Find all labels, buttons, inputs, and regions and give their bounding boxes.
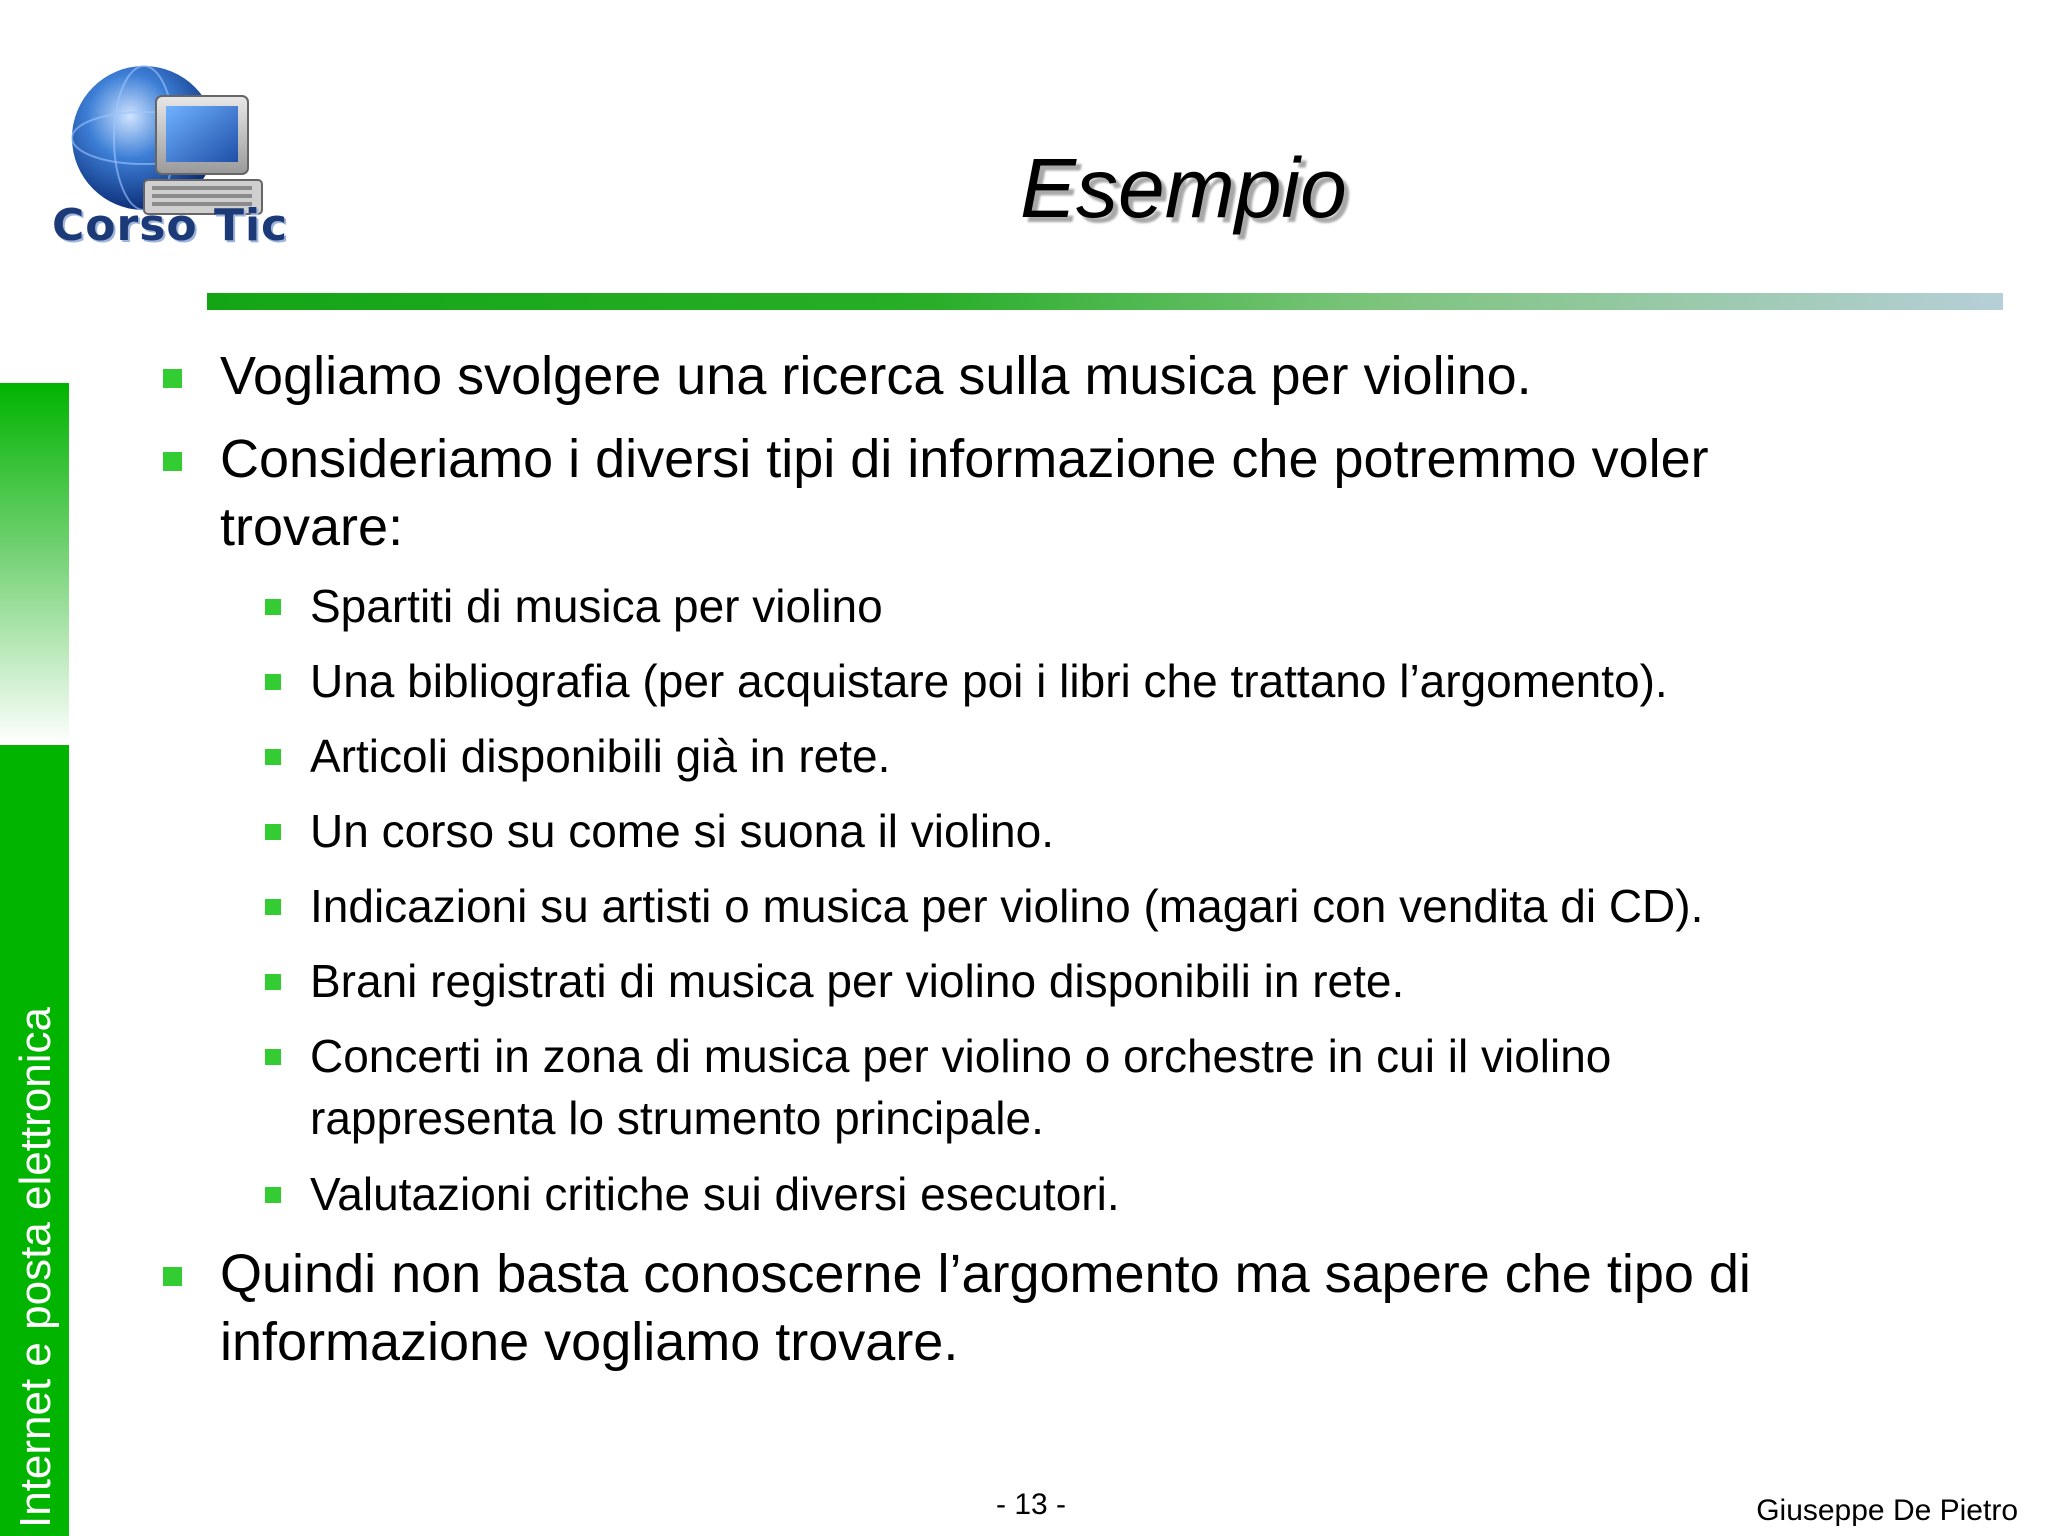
bullet-square-icon <box>265 1187 281 1203</box>
sub-bullet-item: Un corso su come si suona il violino. <box>310 800 1930 862</box>
sub-bullet-item: Valutazioni critiche sui diversi esecutori. <box>310 1163 1930 1225</box>
sub-bullet-item: Brani registrati di musica per violino disponibili in rete. <box>310 950 1930 1012</box>
bullet-item: Quindi non basta conoscerne l’argomento ma sapere che tipo di informazione vogliamo trovare. <box>220 1240 1880 1376</box>
bullet-square-icon <box>265 1049 281 1065</box>
slide-title: Esempio <box>1020 141 1347 235</box>
bullet-square-icon <box>265 899 281 915</box>
bullet-square-icon <box>265 749 281 765</box>
bullet-item: Vogliamo svolgere una ricerca sulla musica per violino. <box>220 342 1900 410</box>
bullet-square-icon <box>265 824 281 840</box>
side-label: Internet e posta elettronica <box>11 1007 60 1528</box>
sub-bullet-item: Concerti in zona di musica per violino o orchestre in cui il violino rappresenta lo strumento principale. <box>310 1025 1830 1149</box>
sub-bullet-item: Articoli disponibili già in rete. <box>310 725 1930 787</box>
bullet-square-icon <box>163 369 182 388</box>
sub-bullet-item: Indicazioni su artisti o musica per violino (magari con vendita di CD). <box>310 875 1930 937</box>
bullet-square-icon <box>163 1267 182 1286</box>
sub-bullet-item: Spartiti di musica per violino <box>310 575 1930 637</box>
sub-bullet-item: Una bibliografia (per acquistare poi i libri che trattano l’argomento). <box>310 650 1930 712</box>
bullet-square-icon <box>265 974 281 990</box>
page-number: - 13 - <box>996 1488 1067 1521</box>
author: Giuseppe De Pietro <box>1756 1494 2018 1527</box>
bullet-item: Consideriamo i diversi tipi di informazione che potremmo voler trovare: <box>220 425 1900 561</box>
logo-text: Corso Tic <box>52 200 289 251</box>
bullet-square-icon <box>265 674 281 690</box>
bullet-square-icon <box>265 599 281 615</box>
bullet-square-icon <box>163 452 182 471</box>
